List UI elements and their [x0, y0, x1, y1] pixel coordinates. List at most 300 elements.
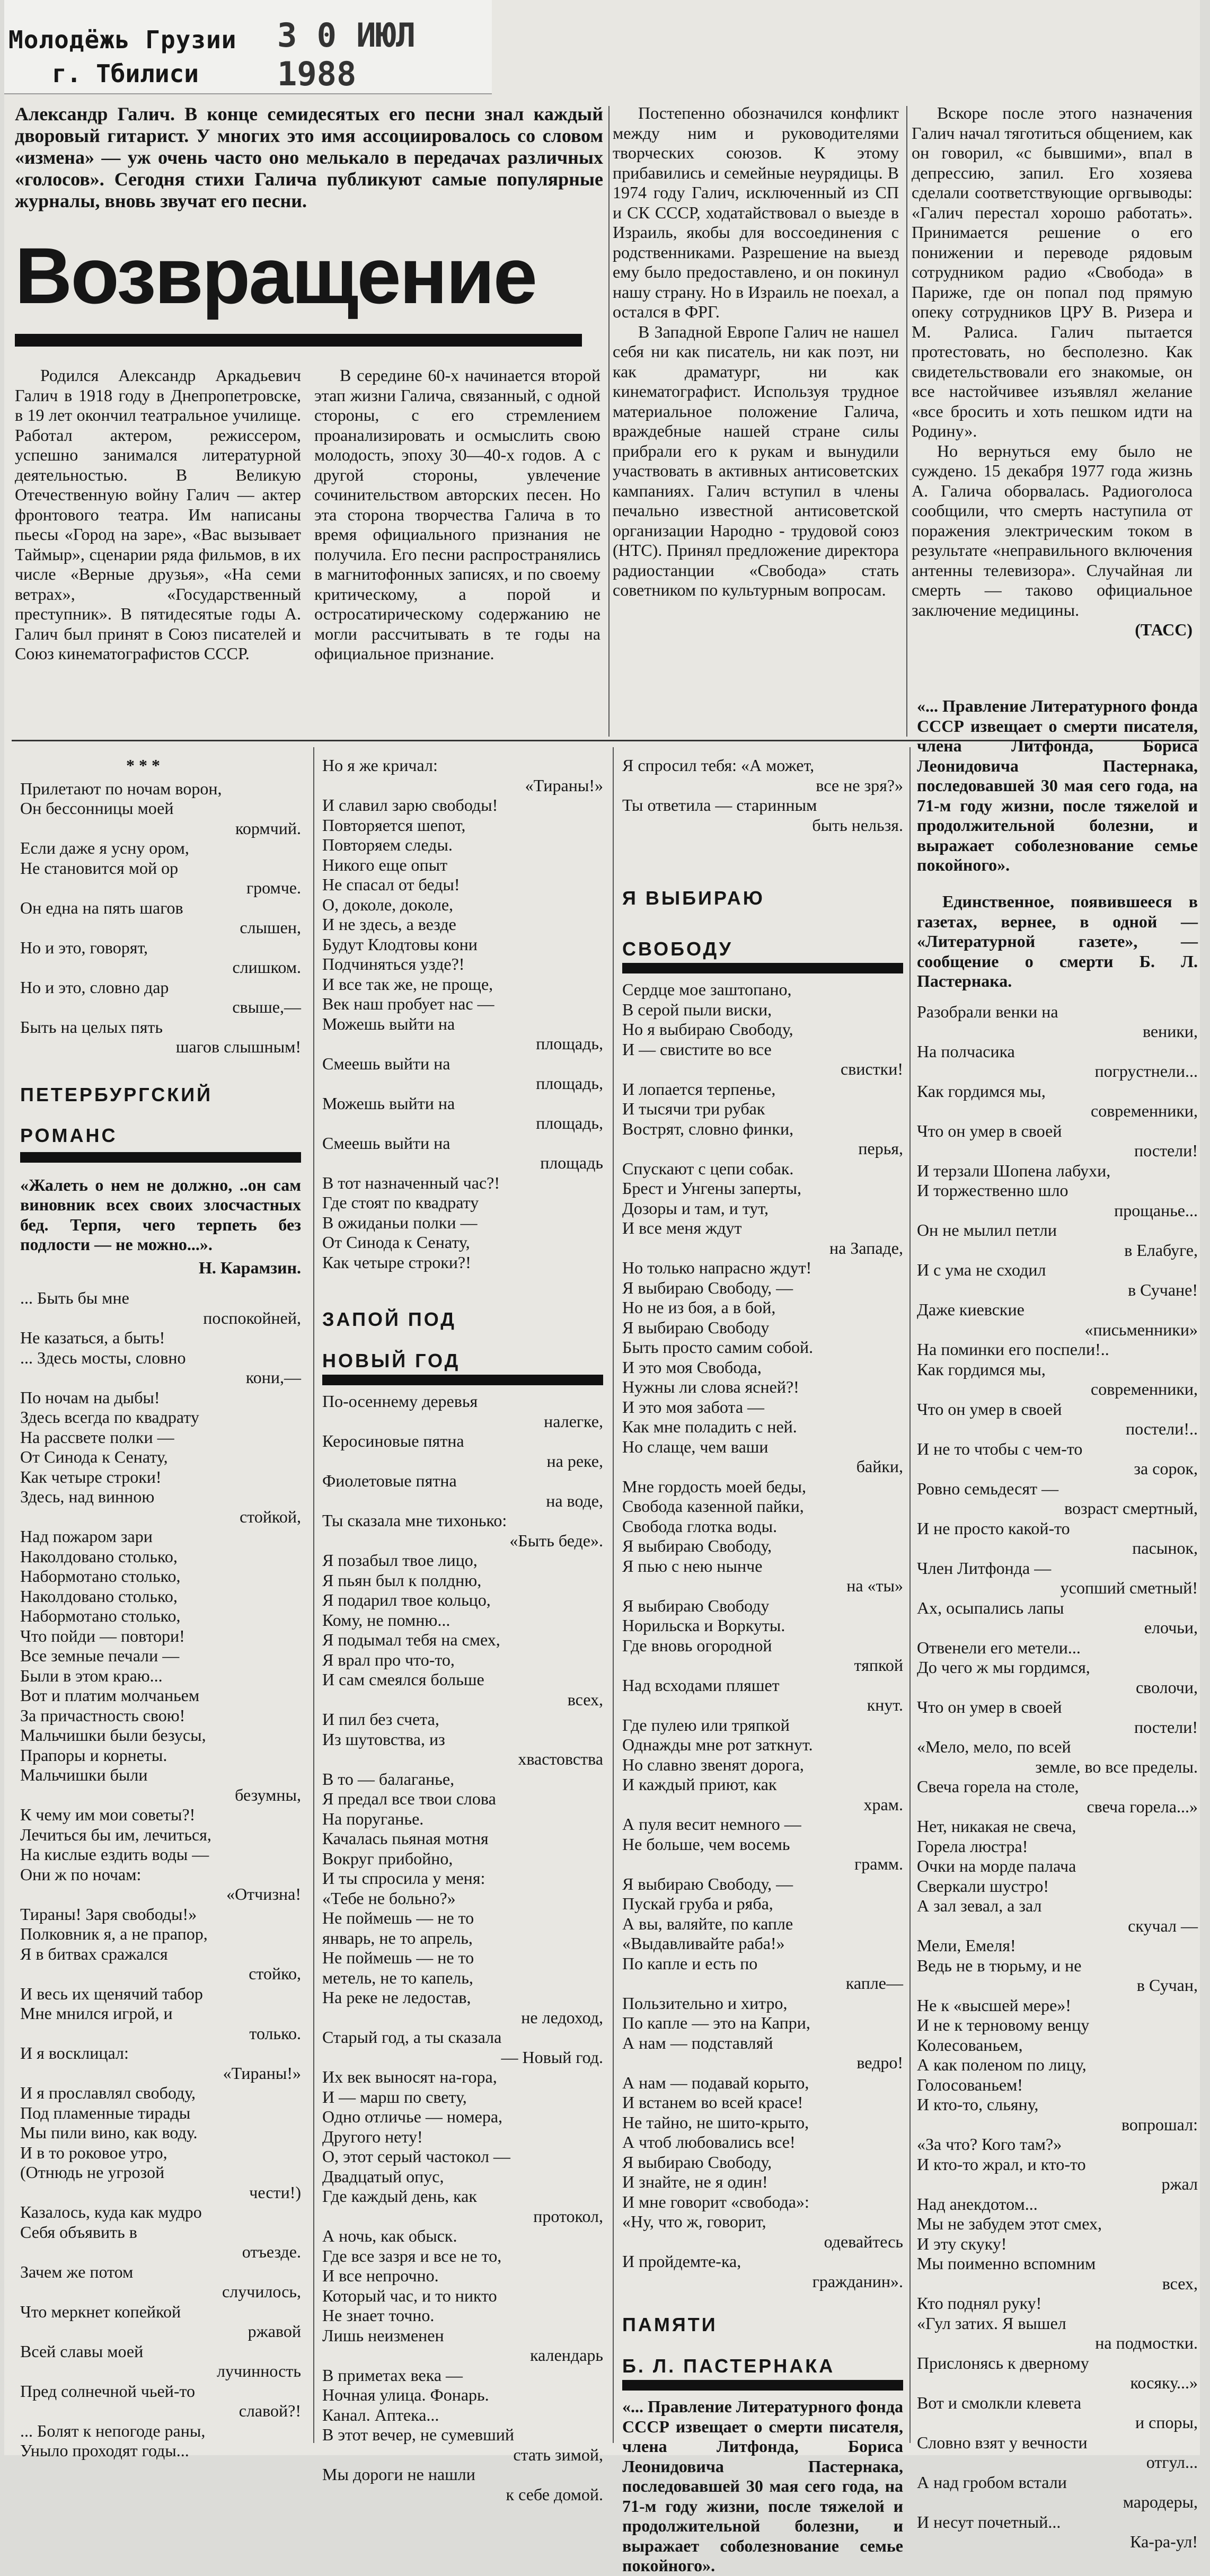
poem-line: И я восклицал: [20, 2043, 129, 2062]
poem-line: Прилетают по ночам ворон, [20, 778, 222, 798]
poem-line-cont: в Сучан, [1136, 1976, 1198, 1995]
poem-line-cont: площадь, [536, 1113, 603, 1132]
clipping-stamp [4, 0, 492, 94]
article-paragraph: Но вернуться ему было не суждено. 15 декабря 1977 года жизнь А. Галича оборвалась. Радиоголоса сообщили, что смерть наступила от поражения электрическим током в результате «неправильного включения антенны телевизора». Случайная ли смерть — таково официальное заключение медицины. [912, 441, 1193, 619]
poem-line: Я позабыл твое лицо, [322, 1551, 478, 1570]
poem-line-cont: за сорок, [1134, 1459, 1198, 1478]
poem-line: Над всходами пляшет [622, 1675, 780, 1695]
poem-line: И с ума не сходил [917, 1260, 1046, 1279]
poem-line-cont: быть нельзя. [812, 815, 903, 835]
poem-line: И это моя забота — [622, 1397, 765, 1417]
poem-line: Словно взят у вечности [917, 2432, 1088, 2452]
poem-line-cont: протокол, [533, 2206, 603, 2226]
poem-line-cont: на воде, [546, 1491, 603, 1510]
poem-column-b [322, 756, 603, 2504]
poem-line: А чтоб любовались все! [622, 2132, 796, 2152]
poem-line: Голосованьем! [917, 2075, 1023, 2094]
poem-line: Он не мылил петли [917, 1220, 1057, 1240]
title-bar [622, 963, 903, 973]
poem-line-cont: в Елабуге, [1124, 1240, 1198, 1260]
poem-line: Пускай груба и ряба, [622, 1894, 773, 1913]
article-lead: Александр Галич. В конце семидесятых его песни знал каждый дворовый гитарист. У многих это имя ассоциировалось со словом «измена» — уж очень часто оно мелькало в передачах различных «голосов». Сегодня стихи Галича публикуют самые популярные журналы, вновь звучат его песни. [15, 103, 603, 211]
poem-title-line: Я ВЫБИРАЮ [622, 887, 765, 909]
poem-line: Горела люстра! [917, 1836, 1028, 1856]
poem-line-cont: к себе домой. [506, 2484, 603, 2504]
poem-line: Ровно семьдесят — [917, 1479, 1059, 1498]
poem-line: Мы пили вино, как воду. [20, 2123, 198, 2142]
poem-line: А нам — подставляй [622, 2033, 773, 2052]
poem-line: Член Литфонда — [917, 1558, 1052, 1578]
poem-line: На поруганье. [322, 1809, 424, 1828]
poem-line-cont: елочьи, [1144, 1618, 1198, 1637]
poem-line-cont: капле— [845, 1973, 903, 1993]
title-bar [322, 1375, 603, 1385]
poem-line: От Синода к Сенату, [322, 1233, 470, 1252]
poem-line: Не знает точно. [322, 2306, 435, 2325]
poem-line: «Гул затих. Я вышел [917, 2313, 1066, 2333]
poem-line: И — свистите во все [622, 1039, 772, 1059]
poem-line-cont: всех, [1162, 2273, 1198, 2293]
poem-line: Смеешь выйти на [322, 1133, 451, 1153]
poem-line: Но и это, словно дар [20, 977, 169, 997]
poem-line: И не к терновому венцу [917, 2015, 1090, 2034]
poem-line: Я предал все твои слова [322, 1789, 496, 1808]
poem-line: Смеешь выйти на [322, 1054, 451, 1073]
poem-line: Который час, и то никто [322, 2286, 497, 2305]
poem-line-cont: грамм. [854, 1854, 903, 1873]
poem-line: Нужны ли слова ясней?! [622, 1377, 799, 1396]
poem-line: Набормотано столько, [20, 1566, 181, 1586]
poem-line-cont: возраст смертный, [1064, 1499, 1198, 1518]
poem-line: Мальчишки были безусы, [20, 1725, 206, 1745]
poem-line: Он бессонницы моей [20, 799, 174, 818]
poem-line: Здесь, над винною [20, 1487, 155, 1506]
poem-line: Повторяем следы. [322, 835, 453, 854]
poem-line: Над анекдотом... [917, 2194, 1038, 2214]
poem-line-cont: усопший сметный! [1060, 1578, 1198, 1597]
poem-line: И торжественно шло [917, 1181, 1068, 1200]
poem-line-cont: свеча горела...» [1087, 1796, 1198, 1816]
poem-line: Сверкали шустро! [917, 1876, 1049, 1896]
poem-line: И встанем во всей красе! [622, 2093, 803, 2112]
poem-title-line: ЗАПОЙ ПОД [322, 1308, 456, 1330]
poem-line-cont: и споры, [1135, 2413, 1198, 2432]
poem-title-line: РОМАНС [20, 1125, 118, 1146]
newspaper-clipping [4, 0, 1200, 2575]
poem-line: И знайте, не я один! [622, 2172, 768, 2191]
poem-line-cont: всех, [567, 1689, 603, 1709]
poem-line: Разобрали венки на [917, 1002, 1058, 1021]
poem-line-cont: чести!) [249, 2182, 301, 2202]
poem-line: Можешь выйти на [322, 1014, 455, 1033]
poem-line: Не поймешь — не то [322, 1908, 474, 1927]
poem-line: Набормотано столько, [20, 1606, 181, 1625]
poem-line-cont: шагов слышным! [175, 1037, 301, 1056]
poem-line: «Тебе не больно?» [322, 1888, 456, 1908]
poem-epigraph: «Жалеть о нем не должно, ..он сам виновник всех своих злосчастных бед. Терпя, чего терпеть без подлости — не можно...». [20, 1175, 301, 1254]
poem-line: Я подарил твое кольцо, [322, 1590, 491, 1609]
poem-line: Не становится мой ор [20, 858, 179, 878]
poem-line-cont: Ка-ра-ул! [1130, 2532, 1198, 2551]
poem-line-cont: ржал [1161, 2174, 1198, 2193]
poem-line: По ночам на дыбы! [20, 1387, 160, 1407]
poem-line: В серой пыли виски, [622, 999, 772, 1019]
poem-line: И кто-то жрал, и кто-то [917, 2154, 1086, 2174]
poem-line: Он една на пять шагов [20, 898, 183, 917]
poem-line: А вы, валяйте, по капле [622, 1914, 793, 1933]
poem-line: И не просто какой-то [917, 1518, 1070, 1538]
obituary-notice-cont: «... Правление Литературного фонда СССР извещает о смерти писателя, члена Литфонда, Бориса Леонидовича Пастернака, последовавшей 30 мая сего года, на 71-м году жизни, после тяжелой и продолжительной болезни, и выражает соболезнование семье покойного». [917, 696, 1198, 874]
poem-line: Все земные печали — [20, 1646, 180, 1665]
poem-line: И все меня ждут [622, 1218, 742, 1237]
poem-line-cont: на реке, [546, 1451, 603, 1471]
poem-line: Что он умер в своей [917, 1399, 1062, 1419]
poem-line-cont: скучал — [1128, 1916, 1198, 1935]
poem-line: Где стоят по квадрату [322, 1193, 479, 1212]
poem-petersburg-romance [20, 1288, 301, 2461]
column-rule [613, 747, 614, 2443]
poem-line: В тот назначенный час?! [322, 1173, 500, 1192]
poem-line: Но и это, говорят, [20, 937, 148, 957]
poem-line-cont: пасынок, [1132, 1538, 1198, 1557]
poem-line: Были в этом краю... [20, 1666, 163, 1685]
clipping-date: 3 0 ИЮЛ 1988 [277, 16, 416, 93]
poem-line: Я выбираю Свободу, — [622, 1874, 793, 1893]
poem-line: Под пламенные тирады [20, 2103, 191, 2122]
poem-line: Вокруг прибойно, [322, 1848, 453, 1868]
poem-line: На поминки его поспели!.. [917, 1340, 1109, 1359]
poem-line-cont: хвастовства [518, 1749, 603, 1768]
poem-line: Сердце мое заштопано, [622, 980, 792, 999]
article-column-2 [314, 366, 600, 664]
poem-line: Они ж по ночам: [20, 1864, 142, 1884]
poem-line: Мальчишки были [20, 1765, 148, 1784]
poem-line: Качалась пьяная мотня [322, 1829, 489, 1848]
poem-line: Норильска и Воркуты. [622, 1616, 785, 1635]
title-bar [622, 2380, 903, 2391]
poem-title-line: СВОБОДУ [622, 937, 733, 960]
poem-line-cont: «Тираны!» [223, 2063, 301, 2083]
title-underline [15, 334, 582, 347]
poem-line: Я пью с нею нынче [622, 1556, 763, 1575]
poem-petersburg-romance-cont [322, 756, 603, 1272]
poem-line: «За что? Кого там?» [917, 2135, 1062, 2154]
poem-line: Из шутовства, из [322, 1729, 445, 1749]
poem-line: По-осеннему деревья [322, 1392, 478, 1411]
article-title: Возвращение [15, 231, 536, 320]
poem-line: Зачем же потом [20, 2262, 134, 2281]
poem-line: И несут почетный... [917, 2512, 1061, 2531]
poem-line: Но я же кричал: [322, 756, 438, 775]
poem-line: На полчасика [917, 1041, 1015, 1061]
poem-line-cont: постели!.. [1125, 1419, 1198, 1438]
poem-line: И пройдемте-ка, [622, 2252, 741, 2271]
poem-line: Я пьян был к полдню, [322, 1570, 482, 1590]
poem-line: За причастность свою! [20, 1705, 186, 1725]
poem-line-cont: безумны, [235, 1785, 301, 1804]
poem-line-cont: в Сучане! [1128, 1280, 1198, 1299]
publication-name: Молодёжь Грузии [8, 25, 237, 54]
article-column-4 [912, 103, 1193, 640]
poem-line: Кто поднял руку! [917, 2294, 1042, 2313]
poem-line-cont: сволочи, [1135, 1677, 1198, 1697]
poem-line-cont: кнут. [867, 1695, 903, 1714]
poem-line: Я выбираю Свободу [622, 1596, 770, 1615]
poem-line: Одно отличье — номера, [322, 2107, 503, 2126]
poem-line-cont: «Отчизна! [226, 1884, 301, 1904]
poem-line-cont: ведро! [856, 2053, 903, 2072]
poem-line: А ночь, как обыск. [322, 2226, 457, 2245]
poem-line-cont: постели! [1134, 1141, 1198, 1160]
article-paragraph: Постепенно обозначился конфликт между ним и руководителями творческих союзов. К этому прибавились и семейные неурядицы. В 1974 году Галич, исключенный из СП и СК СССР, ходатайствовал о выезде в Израиль, якобы для воссоединения с родственниками. Разрешение на выезд ему было предоставлено, и он покинул нашу страну. Но в Израиль не поехал, а остался в ФРГ. [613, 103, 899, 321]
poem-line-cont: — Новый год. [501, 2047, 603, 2067]
poem-line: Мы поименно вспомним [917, 2254, 1096, 2273]
poem-line-cont: на Западе, [829, 1238, 903, 1258]
poem-line-cont: все не зря?» [816, 775, 903, 795]
poem-title-line: НОВЫЙ ГОД [322, 1349, 461, 1371]
poem-line-cont: ржавой [248, 2322, 301, 2341]
poem-line: Не к «высшей мере»! [917, 1995, 1071, 2015]
poem-line: К чему им мои советы?! [20, 1805, 196, 1824]
poem-line: Колесованьем, [917, 2035, 1023, 2055]
poem-line: Спускают с цепи собак. [622, 1158, 794, 1178]
poem-line: Фиолетовые пятна [322, 1471, 457, 1490]
poem-line: О, доколе, доколе, [322, 895, 454, 914]
poem-line: Полковник я, а не прапор, [20, 1924, 208, 1943]
poem-untitled [20, 779, 301, 1057]
poem-line-cont: стать зимой, [513, 2445, 603, 2464]
poem-line: И — марш по свету, [322, 2087, 467, 2106]
poem-line: А над гробом встали [917, 2472, 1067, 2492]
poem-line: Не больше, чем восемь [622, 1834, 790, 1854]
poem-line-cont: отгул... [1146, 2453, 1198, 2472]
poem-line: Здесь всегда по квадрату [20, 1407, 199, 1427]
poem-line: Как гордимся мы, [917, 1359, 1046, 1379]
poem-line: январь, не то апрель, [322, 1928, 473, 1948]
poem-line: Нет, никакая не свеча, [917, 1817, 1076, 1836]
poem-title-line: ПАМЯТИ [622, 2314, 718, 2335]
column-rule [909, 747, 911, 2443]
poem-line-cont: слышен, [240, 918, 301, 937]
poem-line: Не тайно, не шито-крыто, [622, 2112, 809, 2132]
poem-line: А пуля весит немного — [622, 1814, 801, 1834]
poem-line-cont: «Быть беде». [509, 1530, 603, 1550]
article-paragraph: В середине 60-х начинается второй этап жизни Галича, связанный, с одной стороны, с его стремлением проанализировать и осмыслить свою молодость, эпоху 30—40-х годов. А с другой стороны, увлечение сочинительством авторских песен. Но эта сторона творчества Галича в то время официального признания не получила. Его песни распространялись в магнитофонных записях, и по своему критическому, а порой и остросатирическому содержанию не могли рассчитывать в те годы на официальное признание. [314, 366, 600, 663]
poem-line: Даже киевские [917, 1300, 1024, 1319]
poem-line-cont: на «ты» [846, 1576, 903, 1595]
poem-line-cont: площадь, [536, 1074, 603, 1093]
poem-line: Ты ответила — старинным [622, 795, 817, 815]
poem-line: Вострят, словно финки, [622, 1119, 794, 1138]
poem-line: И каждый приют, как [622, 1775, 777, 1794]
poem-line: ... Здесь мосты, словно [20, 1348, 186, 1367]
poem-line-cont: славой?! [239, 2401, 301, 2420]
poem-line: И тысячи три рубак [622, 1099, 765, 1118]
poem-line: Я спросил тебя: «А может, [622, 756, 815, 775]
poem-line: «Выдавливайте раба!» [622, 1934, 785, 1953]
poem-line-cont: свыше,— [232, 997, 301, 1016]
poem-line: Брест и Унгены заперты, [622, 1179, 801, 1198]
poem-line-cont: земле, во все пределы. [1035, 1757, 1198, 1776]
poem-line: Но слаще, чем ваши [622, 1437, 769, 1456]
poem-line: Мы дороги не нашли [322, 2465, 475, 2484]
poem-line: И все непрочно. [322, 2266, 439, 2285]
poem-line: Век наш пробует нас — [322, 994, 494, 1013]
poem-line: Не поймешь — не то [322, 1948, 474, 1967]
poem-line-cont: отъезде. [242, 2242, 301, 2261]
poem-line: По капле и есть по [622, 1953, 758, 1973]
poem-line-cont: лучинность [216, 2361, 301, 2380]
poem-line-cont: случилось, [222, 2282, 301, 2301]
poem-line-cont: стойкой, [240, 1507, 301, 1526]
poem-line-cont: свистки! [841, 1059, 903, 1078]
poem-line: И терзали Шопена лабухи, [917, 1161, 1111, 1180]
poem-line: Если даже я усну ором, [20, 838, 189, 857]
poem-line: Ты сказала мне тихонько: [322, 1511, 507, 1530]
poem-line: Но славно звенят дорога, [622, 1755, 804, 1774]
epigraph-author: Н. Карамзин. [199, 1258, 301, 1277]
poem-line-cont: «Тираны!» [525, 775, 603, 795]
poem-line: До чего ж мы гордимся, [917, 1658, 1090, 1677]
poem-line: Керосиновые пятна [322, 1431, 464, 1450]
poem-line: Я в битвах сражался [20, 1944, 168, 1963]
poem-line: Двадцатый опус, [322, 2166, 444, 2186]
poem-line: Прислонясь к дверному [917, 2353, 1089, 2373]
poem-line: Старый год, а ты сказала [322, 2028, 502, 2047]
poem-line-cont: байки, [856, 1457, 903, 1476]
column-rule [313, 747, 314, 2443]
column-rule [906, 106, 907, 737]
poem-line: «Ну, что ж, говорит, [622, 2212, 766, 2231]
poem-line: И все так же, не проще, [322, 974, 493, 994]
poem-line-cont: вопрошал: [1121, 2114, 1198, 2134]
poem-line: Отвенели его метели... [917, 1637, 1081, 1657]
poem-line: ... Быть бы мне [20, 1288, 129, 1307]
poem-line: Мне мнился игрой, и [20, 2004, 173, 2023]
poem-line: Всей славы моей [20, 2341, 144, 2361]
poem-line-cont: стойко, [249, 1964, 301, 1983]
poem-line: И лопается терпенье, [622, 1079, 776, 1099]
poem-line: Быть на целых пять [20, 1017, 163, 1037]
poem-line: И эту скуку! [917, 2234, 1007, 2253]
poem-line: На рассвете полки — [20, 1427, 174, 1447]
poem-line-cont: прощанье... [1114, 1200, 1198, 1220]
poem-line: И сам смеялся больше [322, 1670, 484, 1689]
poem-line: Наколдовано столько, [20, 1546, 178, 1566]
poem-line: И не то чтобы с чем-то [917, 1439, 1083, 1458]
poem-line: И ты спросила у меня: [322, 1869, 485, 1888]
poem-line: И славил зарю свободы! [322, 795, 498, 815]
poem-line: Однажды мне рот заткнут. [622, 1735, 813, 1754]
poem-line: Я выбираю Свободу [622, 1317, 770, 1337]
poem-stars: * * * [126, 756, 160, 775]
poem-line: Быть просто самим собой. [622, 1338, 814, 1357]
poem-line: В ожиданьи полки — [322, 1212, 478, 1232]
poem-line: Но я выбираю Свободу, [622, 1020, 793, 1039]
poem-line: «Мело, мело, по всей [917, 1737, 1071, 1756]
poem-line-cont: календарь [530, 2345, 603, 2365]
poem-line: А нам — подавай корыто, [622, 2073, 809, 2092]
poem-line: Уныло проходят годы... [20, 2441, 189, 2460]
poem-line: И кто-то, сльяну, [917, 2095, 1039, 2114]
poem-line: Ночная улица. Фонарь. [322, 2385, 489, 2404]
poem-line: Свеча горела на столе, [917, 1777, 1079, 1796]
poem-line: И это моя Свобода, [622, 1357, 762, 1377]
poem-line-cont: перья, [858, 1139, 903, 1158]
poem-line: ... Болят к непогоде раны, [20, 2421, 206, 2440]
poem-line: По капле — это на Капри, [622, 2013, 810, 2032]
poem-line: Мы не забудем этот смех, [917, 2214, 1102, 2233]
poem-line: Будут Клодтовы кони [322, 934, 478, 954]
poem-line: Наколдовано столько, [20, 1586, 178, 1606]
obituary-notice: «... Правление Литературного фонда СССР извещает о смерти писателя, члена Литфонда, Бориса Леонидовича Пастернака, последовавшей 30 мая сего года, на 71-м году жизни, после тяжелой и продолжительной болезни, и выражает соболезнование семье покойного». [622, 2397, 903, 2575]
poem-line: От Синода к Сенату, [20, 1447, 168, 1466]
poem-line: Прапоры и корнеты. [20, 1745, 167, 1765]
poem-line: Не спасал от беды! [322, 875, 460, 894]
column-rule [608, 106, 610, 737]
poem-line: Казалось, куда как мудро [20, 2202, 202, 2221]
poem-line-cont: тяпкой [854, 1656, 903, 1675]
poem-line: Как гордимся мы, [917, 1081, 1046, 1101]
poem-line-cont: поспокойней, [203, 1308, 301, 1327]
poem-line: Как четыре строки! [20, 1467, 162, 1486]
publication-city: г. Тбилиси [52, 59, 199, 88]
poem-line: На кислые ездить воды — [20, 1845, 209, 1864]
poem-line: Над пожаром зари [20, 1527, 153, 1546]
poem-line-cont: площадь, [536, 1034, 603, 1053]
poem-line: Свобода глотка воды. [622, 1516, 778, 1536]
poem-line: А зал зевал, а зал [917, 1896, 1042, 1915]
poem-line: Лишь неизменен [322, 2325, 444, 2345]
poem-title-line: ПЕТЕРБУРГСКИЙ [20, 1083, 213, 1105]
poem-line: Где вновь огородной [622, 1635, 772, 1655]
poem-line-cont: постели! [1134, 1717, 1198, 1737]
poem-line-cont: современники, [1090, 1379, 1198, 1398]
poem-line: Где все зазря и все не то, [322, 2246, 502, 2265]
poem-line-cont: одевайтесь [824, 2232, 903, 2251]
poem-line: Но только напрасно ждут! [622, 1258, 812, 1277]
poem-line: А как поленом по лицу, [917, 2055, 1087, 2074]
poem-line: Дозоры и там, и тут, [622, 1198, 769, 1218]
poem-line: Я подымал тебя на смех, [322, 1630, 500, 1649]
poem-line: И я прославлял свободу, [20, 2083, 196, 2102]
poem-line: Вот и смолкли клевета [917, 2393, 1082, 2412]
poem-line: И весь их щенячий табор [20, 1984, 203, 2003]
poem-line: Что пойди — повтори! [20, 1626, 185, 1645]
poem-line: Как мне поладить с ней. [622, 1417, 797, 1436]
poem-line-cont: гражданин». [812, 2271, 903, 2291]
poem-line: Мели, Емеля! [917, 1936, 1016, 1955]
title-bar [20, 1152, 301, 1163]
poem-line: Как четыре строки?! [322, 1252, 471, 1272]
poem-line-cont: на подмостки. [1095, 2333, 1198, 2352]
poem-line: И не здесь, а везде [322, 915, 456, 934]
pasternak-note: Единственное, появившееся в газетах, вернее, в одной — «Литературной газете», — сообщение о смерти Б. Л. Пастернака. [917, 892, 1198, 990]
poem-line-cont: налегке, [544, 1411, 603, 1431]
poem-line: Я выбираю Свободу, [622, 1536, 772, 1555]
poem-line-cont: «письменники» [1084, 1320, 1198, 1339]
poem-line: Я выбираю Свободу, [622, 2152, 772, 2172]
news-agency: (ТАСС) [1135, 620, 1193, 639]
poem-line: Что он умер в своей [917, 1697, 1062, 1716]
poem-line: Ведь не в тюрьму, и не [917, 1955, 1082, 1975]
poem-line: Никого еще опыт [322, 855, 448, 874]
poem-line: И в то роковое утро, [20, 2143, 167, 2162]
poem-line: Тираны! Заря свободы!» [20, 1904, 197, 1924]
poem-title-line: Б. Л. ПАСТЕРНАКА [622, 2354, 835, 2377]
poem-line-cont: кормчий. [235, 818, 301, 838]
poem-line: В этот вечер, не сумевший [322, 2425, 514, 2444]
